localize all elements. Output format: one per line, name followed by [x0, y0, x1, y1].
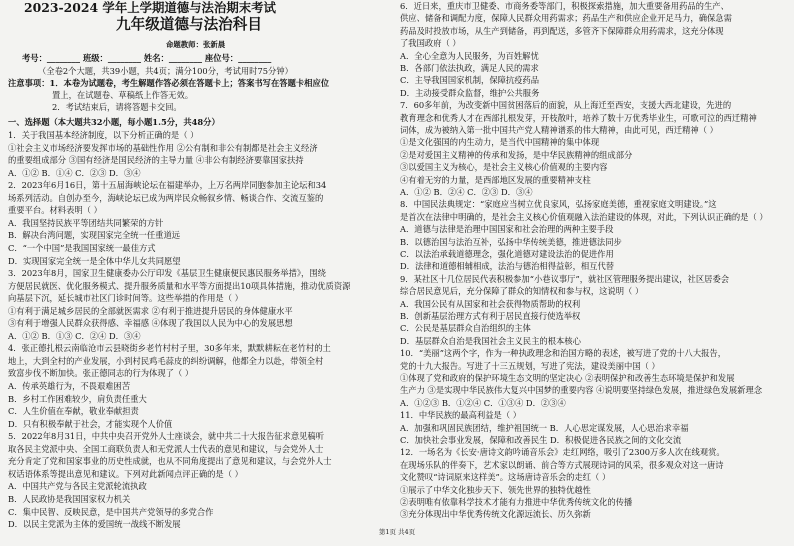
notice-line-2: 置上，在试题卷、草稿纸上作答无效。	[52, 90, 194, 100]
question-text-line: ①是文化强国的内生动力，是当代中国精神的集中体现	[400, 137, 600, 148]
question-text-line: D．以民主党派为主体的爱国统一战线不断发展	[8, 519, 181, 530]
question-text-line: A．加强和巩固民族团结，维护祖国统一 B．人心思定谋发展，人心思治求幸福	[400, 422, 689, 433]
question-text-line: 10．“美丽”这两个字，作为一种执政理念和治国方略的表述，被写进了党的十八大报告，	[400, 348, 727, 359]
candidate-info-fields: 考号：________ 班级：________ 姓名：________ 座位号：________	[22, 53, 272, 63]
question-text-line: C．以法治承载道德理念，强化道德对建设法治的促进作用	[400, 249, 614, 259]
question-text-line: 致富步伐不断加快。张正德同志的行为体现了（ ）	[8, 368, 194, 379]
question-text-line: 文化赞叹“诗词原来这样美”。这场唐诗音乐会的走红（ ）	[400, 472, 611, 483]
question-text-line: ②是对爱国主义精神的传承和发扬，是中华民族精神的组成部分	[400, 149, 633, 160]
page-footer: 第1页 共4页	[378, 528, 416, 536]
question-text-line: B．以德治国与法治互补，弘扬中华传统美德，推进德法同步	[400, 236, 622, 247]
question-text-line: 党的十九大报告。写进了十三五规划，写进了宪法，建设美丽中国（ ）	[400, 360, 660, 371]
question-text-line: 8．中国民法典规定：“家庭应当树立优良家风，弘扬家庭美德，重视家庭文明建设。”这	[400, 199, 717, 210]
question-text-line: D．只有积极奉献于社会，才能实现个人价值	[8, 418, 173, 429]
question-text-line: ③充分体现出中华优秀传统文化源远流长、历久弥新	[400, 509, 591, 520]
question-text-line: 5．2022年8月31日，中共中央召开党外人士座谈会，就中共二十大报告征求意见稿听	[8, 431, 325, 442]
question-text-line: B．解决台湾问题，实现国家完全统一任重道远	[8, 230, 181, 241]
question-text-line: A．我国坚持民族平等团结共同繁荣的方针	[8, 217, 164, 228]
exam-title: 2023-2024 学年上学期道德与法治期末考试	[24, 0, 276, 15]
question-text-line: A．①② B．①③ C．②④ D．③④	[8, 330, 141, 341]
question-text-line: 在现场乐队的伴奏下，艺术家以朗诵、前合等方式展现诗词的风采，很多观众对这一唐诗	[400, 459, 724, 470]
question-text-line: 供应、储备和调配力度，保障人民群众用药需求；药品生产和供应企业开足马力，确保急需	[400, 13, 732, 24]
question-text-line: 1．关于我国基本经济制度，以下分析正确的是（ ）	[8, 130, 199, 140]
question-text-line: 地上，大到全村的产业发展，小到村民鸡毛蒜皮的纠纷调解，他都全力以赴，带领全村	[8, 355, 324, 366]
question-text-line: ①展示了中华文化独步天下、领先世界的独特优越性	[400, 484, 591, 495]
question-text-line: B．各部门依法执政，满足人民的需求	[400, 63, 539, 73]
question-text-line: 4．张正德扎根云南临沧市云县晓街乡老竹村村子里，30多年来，默默耕耘在老竹村的土	[8, 343, 331, 354]
question-text-line: A．①②③ B．①②④ C．①③④ D．②③④	[400, 397, 566, 408]
question-text-line: 综合居民意见后，充分保障了群众的知情权和参与权，这说明（ ）	[400, 286, 644, 297]
question-text-line: ③以爱国主义为核心，是社会主义核心价值观的主要内容	[400, 162, 608, 173]
question-text-line: A．中国共产党与各民主党派轮流执政	[8, 481, 147, 492]
question-text-line: 了我国政府（ ）	[400, 38, 461, 49]
question-text-line: C．主导我国国家机制，保障抗疫药品	[400, 75, 540, 86]
question-text-line: 12．一场名为《长安·唐诗文韵吟诵音乐会》走红网络，吸引了2300万多人次在线观赏。	[400, 447, 725, 458]
question-text-line: 3．2023年8月，国家卫生健康委办公厅印发《基层卫生健康便民惠民服务举措》，围绕	[8, 268, 326, 279]
question-text-line: ④有着无穷的力量，是西部地区发展的重要精神支柱	[400, 174, 591, 185]
question-text-line: A．我国公民有从国家和社会获得物质帮助的权利	[400, 298, 581, 309]
question-text-line: 7．60多年前，为改变新中国贫困落后的面貌，从上海迁至西安，支援大西北建设，先进的	[400, 100, 732, 111]
question-text-line: 向基层下沉，延长城市社区门诊时间等。这些举措的作用是（ ）	[8, 293, 243, 304]
question-text-line: 取各民主党派中央、全国工商联负责人和无党派人士代表的意见和建议，与会党外人士	[8, 443, 324, 454]
question-text-line: 2．2023年6月16日，第十五届海峡论坛在福建举办，上万名两岸同胞参加主论坛和34	[8, 180, 327, 191]
question-text-line: C．集中民智、反映民意，是中国共产党领导的多党合作	[8, 506, 214, 517]
question-text-line: ①有利于满足城乡居民的全部就医需求 ②有利于推进提升居民的身体健康水平	[8, 305, 293, 316]
question-text-line: A．道德与法律是治理中国国家和社会治理的两种主要手段	[400, 224, 614, 235]
question-text-line: 词体，成为被纳入第一批中国共产党人精神谱系的伟大精神，由此可见，西迁精神（ ）	[400, 125, 718, 135]
question-text-line: 权话语体系等提出意见和建议。下列对此新闻点评正确的是（ ）	[8, 468, 243, 479]
subject-title: 九年级道德与法治科目	[116, 16, 262, 33]
notice-line-3: 2．考试结束后，请将答题卡交回。	[52, 102, 182, 112]
question-text-line: ①体现了党和政府的保护环境生态文明的坚定决心 ②表明保护和改善生态环境是保护和发展	[400, 373, 735, 383]
question-text-line: B．乡村工作困难较少，肩负责任重大	[8, 393, 147, 404]
question-text-line: ②表明唯有依靠科学技术才能有力推进中华优秀传统文化的传播	[400, 497, 633, 507]
question-text-line: D．法律和道德相辅相成，法治与德治相得益彰，相互代替	[400, 261, 615, 272]
question-text-line: 教育理念和优秀人才在西部扎根发芽，开枝散叶，培养了数十万优秀毕业生，可歌可泣的西迁精神	[400, 112, 757, 123]
question-text-line: 重要平台。材料表明（ ）	[8, 205, 102, 216]
question-text-line: B．人民政协是我国国家权力机关	[8, 493, 131, 504]
question-text-line: 场系列活动。自创办至今，海峡论坛已成为两岸民众畅叙乡情、畅谈合作、交流互鉴的	[8, 192, 324, 203]
question-text-line: D．主动接受群众监督，维护公共服务	[400, 87, 540, 98]
question-text-line: 是首次在法律中明确的，是社会主义核心价值观融入法治建设的体现，对此，下列认识正确的是（ ）	[400, 211, 768, 222]
question-text-line: ③有利于增强人民群众获得感、幸福感 ④体现了我国以人民为中心的发展思想	[8, 318, 293, 329]
question-text-line: C．“一个中国”是我国国家统一最佳方式	[8, 242, 156, 253]
question-text-line: 6．近日来，重庆市卫健委、市商务委等部门，积极探索措施，加大重要备用药品的生产、	[400, 1, 729, 11]
question-text-line: C．人生价值在奉献，敬业奉献担责	[8, 406, 139, 417]
question-text-line: ①社会主义市场经济要发挥市场的基础性作用 ②公有制和非公有制都是社会主义经济	[8, 142, 318, 153]
question-text-line: D．基层群众自治是我国社会主义民主的根本核心	[400, 335, 581, 346]
question-text-line: C．公民是基层群众自治组织的主体	[400, 323, 531, 334]
question-text-line: 11．中华民族的最高利益是（ ）	[400, 410, 522, 421]
question-text-line: C．加快社会事业发展，保障和改善民生 D．积极促进各民族之间的文化交流	[400, 435, 682, 445]
question-text-line: 药品及时投放市场，从生产到储备，再到配送，多管齐下保障群众用药需求，这充分体现	[400, 25, 724, 36]
question-text-line: 的重要组成部分 ③国有经济是国民经济的主导力量 ④非公有制经济要靠国家扶持	[8, 155, 304, 166]
question-text-line: B．创新基层治理方式有利于居民直接行使选举权	[400, 311, 581, 321]
question-text-line: A．全心全意为人民服务，为百姓解忧	[400, 50, 539, 61]
section-one-title: 一、选择题（本大题共32小题，每小题1.5分，共48分）	[8, 117, 220, 127]
author-line: 命题教师：张新晨	[166, 40, 226, 49]
question-text-line: D．实现国家完全统一是全体中华儿女共同愿望	[8, 255, 181, 266]
question-text-line: A．①② B．①④ C．②③ D．③④	[8, 167, 141, 178]
exam-instructions-head: （全卷2个大题，共39小题，共4页；满分100分，考试用时75分钟）	[38, 66, 293, 76]
question-text-line: 方便居民就医、优化服务模式、提升服务质量和水平等方面提出10项具体措施，推动优质资源	[8, 280, 351, 291]
question-text-line: A．①② B．②④ C．②③ D．③④	[400, 187, 533, 197]
question-text-line: 生产力 ③是实现中华民族伟大复兴中国梦的重要内容 ④说明要坚持绿色发展，推进绿色发展新理念	[400, 385, 763, 396]
question-text-line: 9．某社区十几位居民代表积极参加“小巷议事厅”，就社区管理服务提出建议，社区居委会	[400, 273, 730, 284]
notice-line-1: 注意事项：1．本卷为试题卷，考生解题作答必须在答题卡上；答案书写在答题卡相应位	[8, 78, 330, 88]
question-text-line: A．传承英雄行为，不畏艰难困苦	[8, 381, 131, 391]
question-text-line: 充分肯定了党和国家事业的历史性成就，也从不同角度提出了意见和建议，与会党外人士	[8, 456, 332, 467]
